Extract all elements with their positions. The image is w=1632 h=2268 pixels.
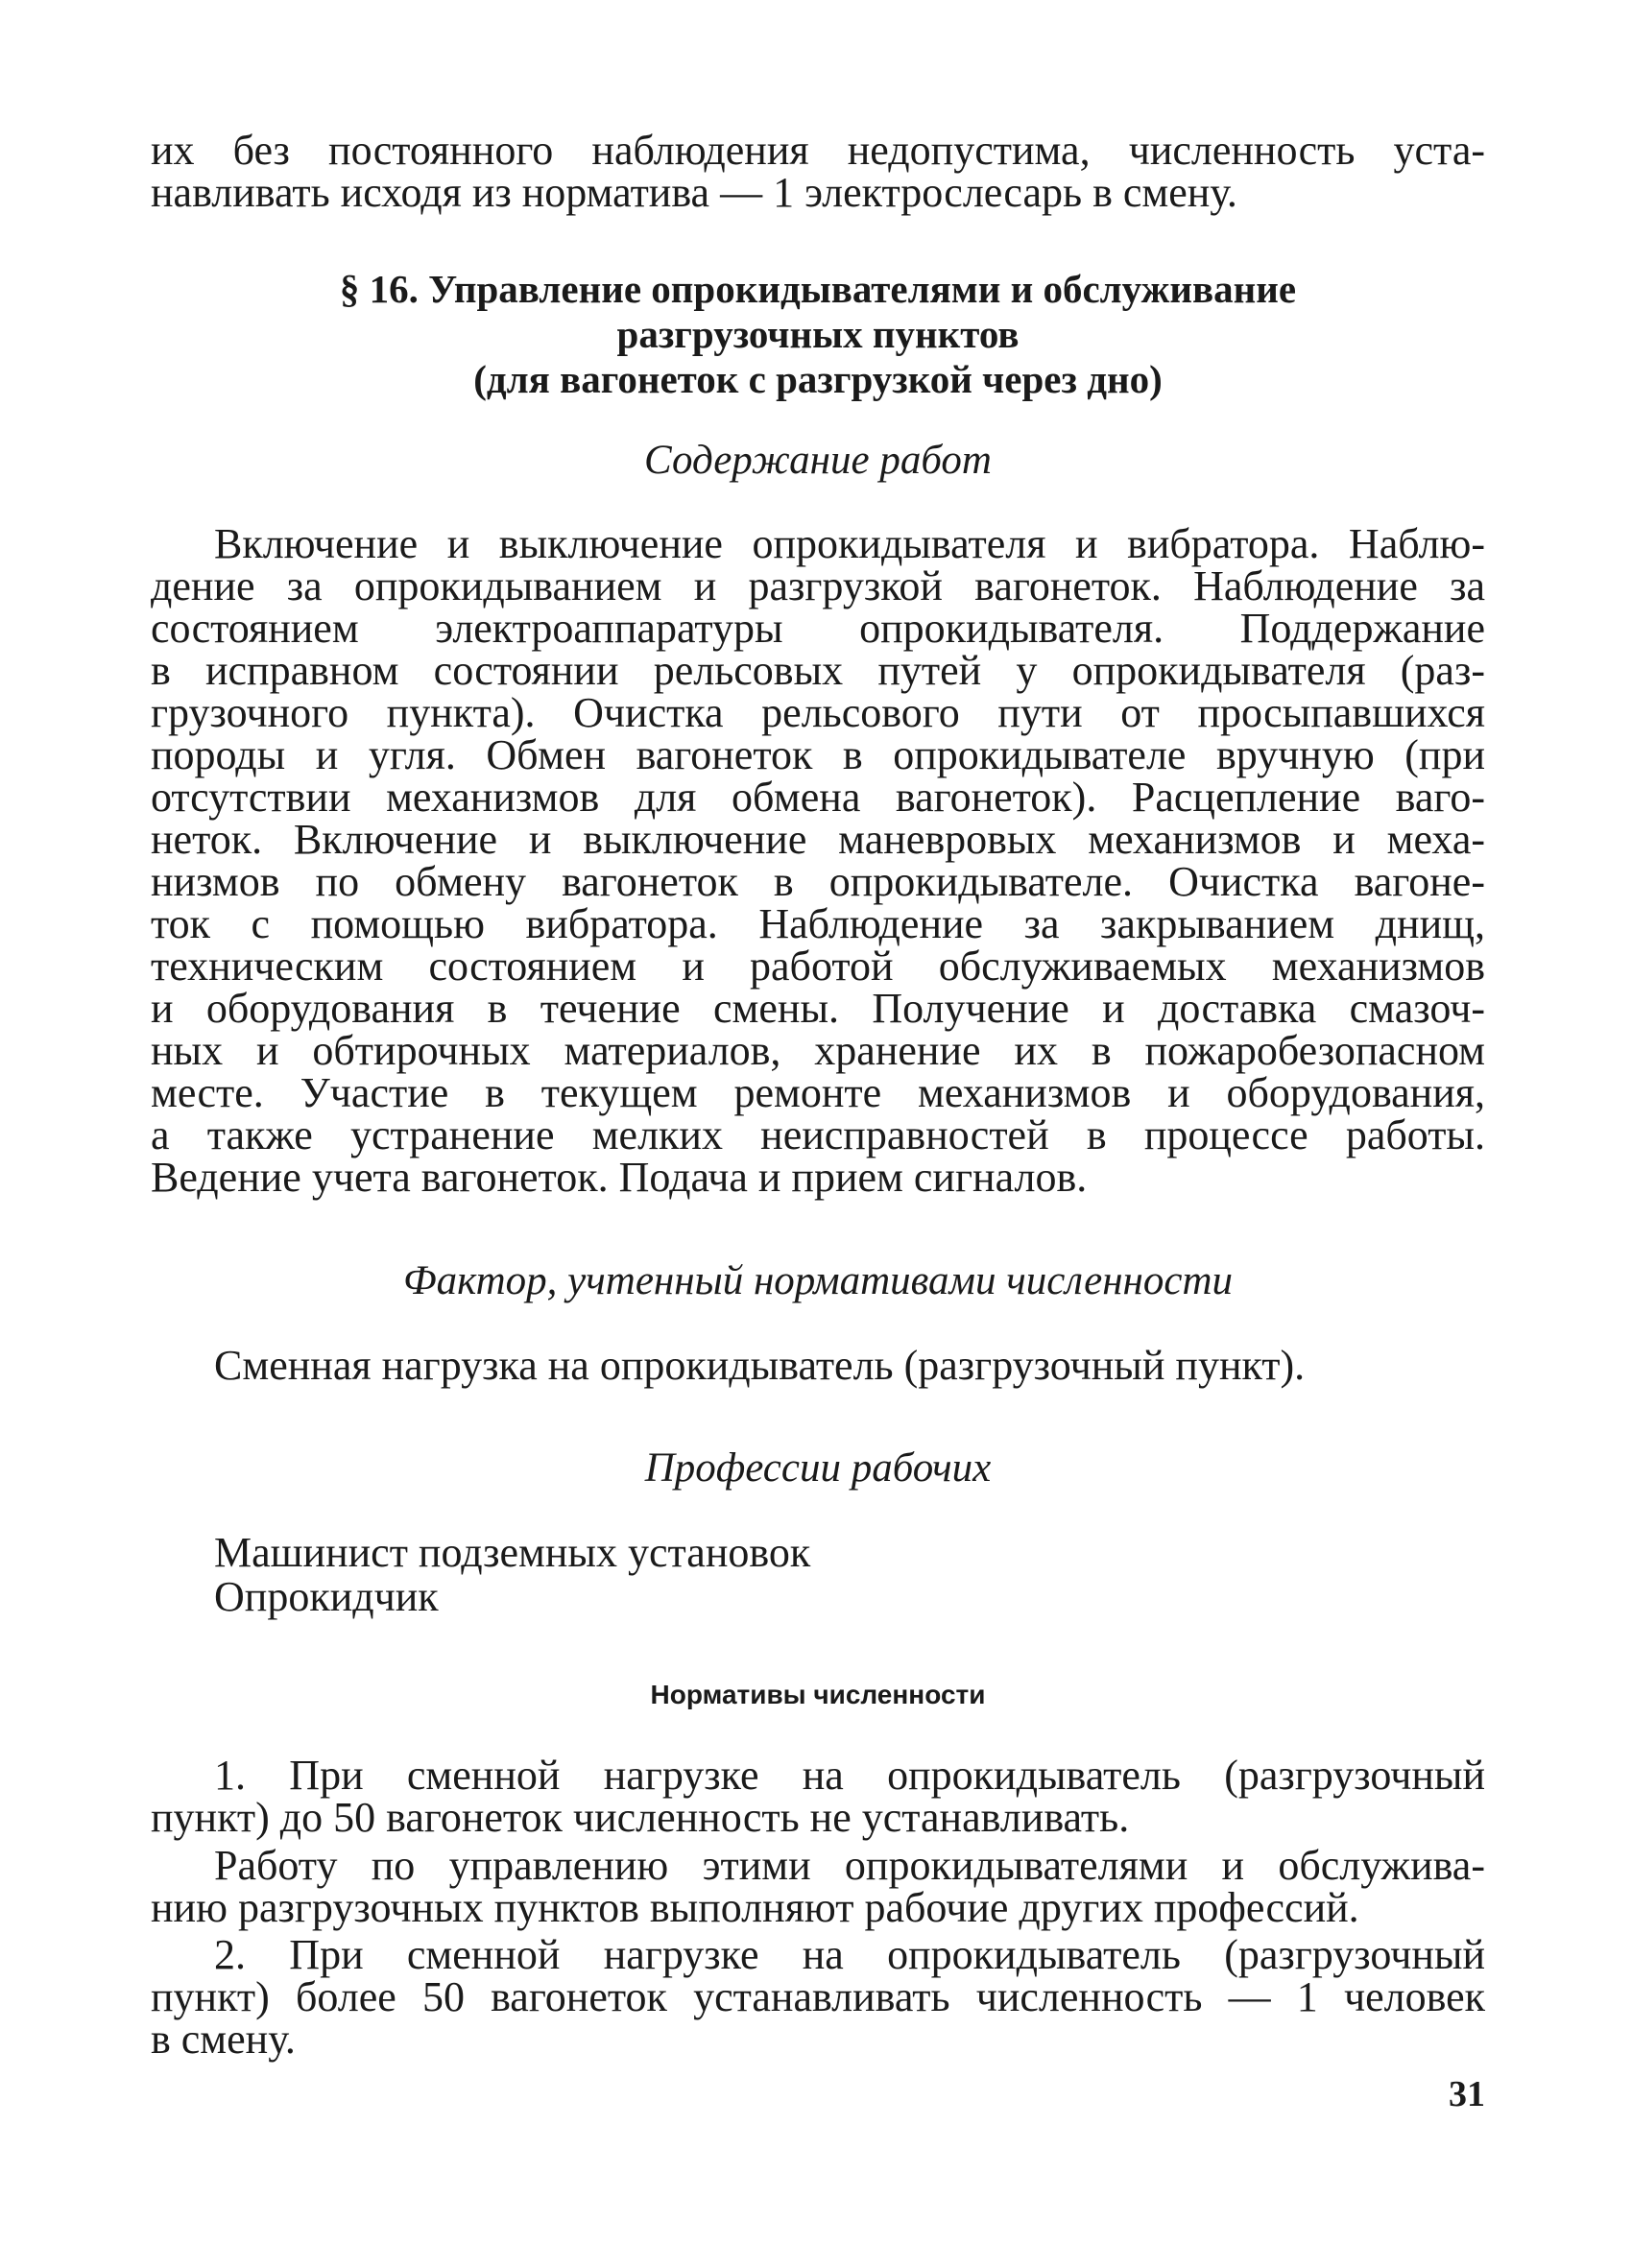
work-content-line: грузочного пункта). Очистка рельсового пути от просыпавшихся	[151, 689, 1485, 736]
norms-line: нию разгрузочных пунктов выполняют рабочие других профессий.	[151, 1884, 1359, 1931]
work-content-paragraph	[151, 520, 1485, 1201]
norms-paragraph-1	[151, 1752, 1485, 1841]
section-title	[151, 267, 1485, 402]
page-number: 31	[1449, 2074, 1485, 2114]
work-content-line: дение за опрокидыванием и разгрузкой вагонеток. Наблюдение за	[151, 562, 1485, 609]
section-title-line-3: (для вагонеток с разгрузкой через дно)	[473, 357, 1163, 401]
intro-line-1: их без постоянного наблюдения недопустима, численность уста-	[151, 127, 1485, 174]
professions-heading-text: Профессии рабочих	[644, 1445, 992, 1491]
work-content-line: низмов по обмену вагонеток в опрокидывателе. Очистка вагоне-	[151, 858, 1485, 905]
section-title-line-1: § 16. Управление опрокидывателями и обслуживание	[339, 267, 1297, 311]
norms-heading	[151, 1680, 1485, 1710]
norms-paragraph-2	[151, 1842, 1485, 1931]
profession-item: Машинист подземных установок	[214, 1529, 811, 1576]
norms-line: в смену.	[151, 2016, 296, 2063]
norms-line: 2. При сменной нагрузке на опрокидыватель (разгрузочный	[214, 1931, 1485, 1978]
factor-paragraph	[151, 1344, 1485, 1388]
work-content-line: месте. Участие в текущем ремонте механизмов и оборудования,	[151, 1069, 1485, 1116]
factor-heading	[151, 1257, 1485, 1304]
intro-line-2: навливать исходя из норматива — 1 электрослесарь в смену.	[151, 169, 1237, 216]
norms-heading-text: Нормативы численности	[650, 1680, 986, 1709]
norms-paragraph-3	[151, 1931, 1485, 2063]
norms-line: 1. При сменной нагрузке на опрокидыватель (разгрузочный	[214, 1752, 1485, 1799]
profession-item: Опрокидчик	[214, 1573, 439, 1620]
work-content-line: Ведение учета вагонеток. Подача и прием сигналов.	[151, 1154, 1088, 1201]
norms-line: пункт) более 50 вагонеток устанавливать численность — 1 человек	[151, 1973, 1485, 2020]
professions-list	[151, 1531, 1485, 1619]
professions-heading	[151, 1444, 1485, 1492]
work-content-line: породы и угля. Обмен вагонеток в опрокидывателе вручную (при	[151, 731, 1485, 778]
intro-paragraph	[151, 127, 1485, 216]
work-content-line: а также устранение мелких неисправностей в процессе работы.	[151, 1111, 1485, 1158]
work-content-line: и оборудования в течение смены. Получение и доставка смазоч-	[151, 985, 1485, 1032]
norms-line: Работу по управлению этими опрокидывателями и обслужива-	[214, 1842, 1485, 1889]
section-title-line-2: разгрузочных пунктов	[616, 312, 1020, 356]
work-content-line: состоянием электроаппаратуры опрокидывателя. Поддержание	[151, 605, 1485, 652]
work-content-line: техническим состоянием и работой обслуживаемых механизмов	[151, 943, 1485, 990]
norms-line: пункт) до 50 вагонеток численность не устанавливать.	[151, 1794, 1130, 1841]
factor-heading-text: Фактор, учтенный нормативами численности	[402, 1258, 1233, 1303]
work-content-line: неток. Включение и выключение маневровых механизмов и меха-	[151, 816, 1485, 863]
work-content-line: в исправном состоянии рельсовых путей у опрокидывателя (раз-	[151, 647, 1485, 694]
work-content-heading-text: Содержание работ	[644, 438, 992, 483]
factor-text: Сменная нагрузка на опрокидыватель (разгрузочный пункт).	[214, 1342, 1306, 1389]
work-content-heading	[151, 437, 1485, 484]
work-content-line: отсутствии механизмов для обмена вагонеток). Расцепление ваго-	[151, 774, 1485, 821]
work-content-line: Включение и выключение опрокидывателя и вибратора. Наблю-	[214, 520, 1485, 567]
work-content-line: ных и обтирочных материалов, хранение их в пожаробезопасном	[151, 1027, 1485, 1074]
work-content-line: ток с помощью вибратора. Наблюдение за закрыванием днищ,	[151, 900, 1485, 947]
